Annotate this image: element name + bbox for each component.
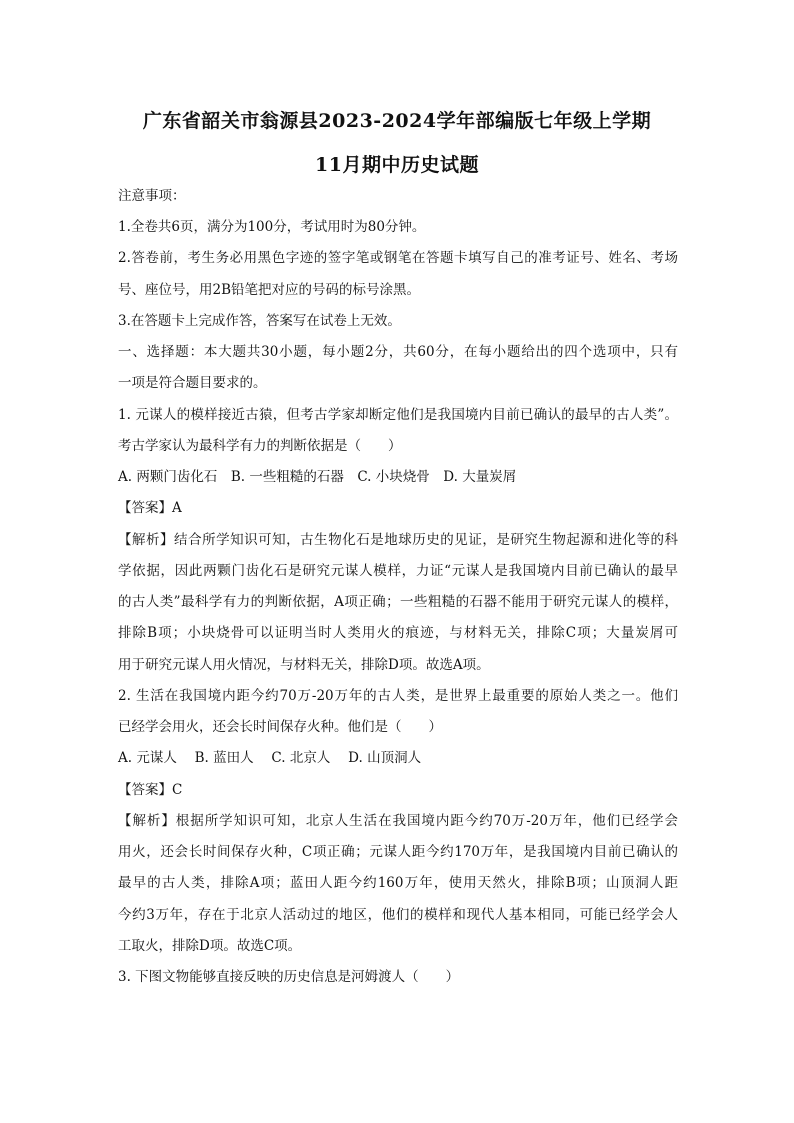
section-heading-cont: 一项是符合题目要求的。	[118, 375, 267, 391]
question-1-analysis-line5: 用于研究元谋人用火情况，与材料无关，排除D项。故选A项。	[118, 657, 490, 673]
question-2-answer: 【答案】C	[118, 782, 183, 798]
question-2-stem: 2. 生活在我国境内距今约70万-20万年的古人类，是世界上最重要的原始人类之一。他们	[118, 688, 678, 704]
question-2-analysis-line5: 工取火，排除D项。故选C项。	[118, 938, 302, 954]
question-1-answer: 【答案】A	[118, 500, 182, 516]
question-2-analysis-line4: 今约3万年，存在于北京人活动过的地区，他们的模样和现代人基本相同，可能已经学会人	[118, 907, 678, 923]
notice-item-2: 2.答卷前，考生务必用黑色字迹的签字笔或钢笔在答题卡填写自己的准考证号、姓名、考场	[118, 250, 678, 266]
question-2-analysis-line2: 用火，还会长时间保存火种，C项正确；元谋人距今约170万年，是我国境内目前已确认的	[118, 844, 678, 860]
question-1-stem: 1. 元谋人的模样接近古猿，但考古学家却断定他们是我国境内目前已确认的最早的古人类”。	[118, 407, 678, 423]
question-1-analysis: 【解析】结合所学知识可知，古生物化石是地球历史的见证，是研究生物起源和进化等的科	[118, 532, 678, 548]
notice-item-1: 1.全卷共6页，满分为100分，考试用时为80分钟。	[118, 219, 426, 235]
question-2-analysis: 【解析】根据所学知识可知，北京人生活在我国境内距今约70万-20万年，他们已经学会	[118, 813, 678, 829]
question-2-analysis-line3: 最早的古人类，排除A项；蓝田人距今约160万年，使用天然火，排除B项；山顶洞人距	[118, 875, 678, 891]
notice-item-2-cont: 号、座位号，用2B铅笔把对应的号码的标号涂黑。	[118, 282, 421, 298]
question-1-stem-cont: 考古学家认为最科学有力的判断依据是（ ）	[118, 438, 402, 454]
question-1-analysis-line2: 学依据，因此两颗门齿化石是研究元谋人模样，力证“元谋人是我国境内目前已确认的最早	[118, 563, 678, 579]
question-3-stem: 3. 下图文物能够直接反映的历史信息是河姆渡人（ ）	[118, 969, 460, 985]
question-1-analysis-line4: 排除B项；小块烧骨可以证明当时人类用火的痕迹，与材料无关，排除C项；大量炭屑可	[118, 625, 678, 641]
section-heading: 一、选择题：本大题共30小题，每小题2分，共60分，在每小题给出的四个选项中，只有	[118, 344, 678, 360]
question-1-analysis-line3: 的古人类”最科学有力的判断依据，A项正确；一些粗糙的石器不能用于研究元谋人的模样，	[118, 594, 678, 610]
document-title-line1: 广东省韶关市翁源县2023-2024学年部编版七年级上学期	[142, 110, 652, 132]
notice-item-3: 3.在答题卡上完成作答，答案写在试卷上无效。	[118, 313, 401, 329]
question-2-options: A. 元谋人 B. 蓝田人 C. 北京人 D. 山顶洞人	[118, 750, 422, 766]
question-1-options: A. 两颗门齿化石 B. 一些粗糙的石器 C. 小块烧骨 D. 大量炭屑	[118, 469, 517, 485]
question-2-stem-cont: 已经学会用火，还会长时间保存火种。他们是（ ）	[118, 719, 442, 735]
notice-heading: 注意事项：	[118, 188, 186, 204]
document-title-line2: 11月期中历史试题	[315, 154, 479, 176]
